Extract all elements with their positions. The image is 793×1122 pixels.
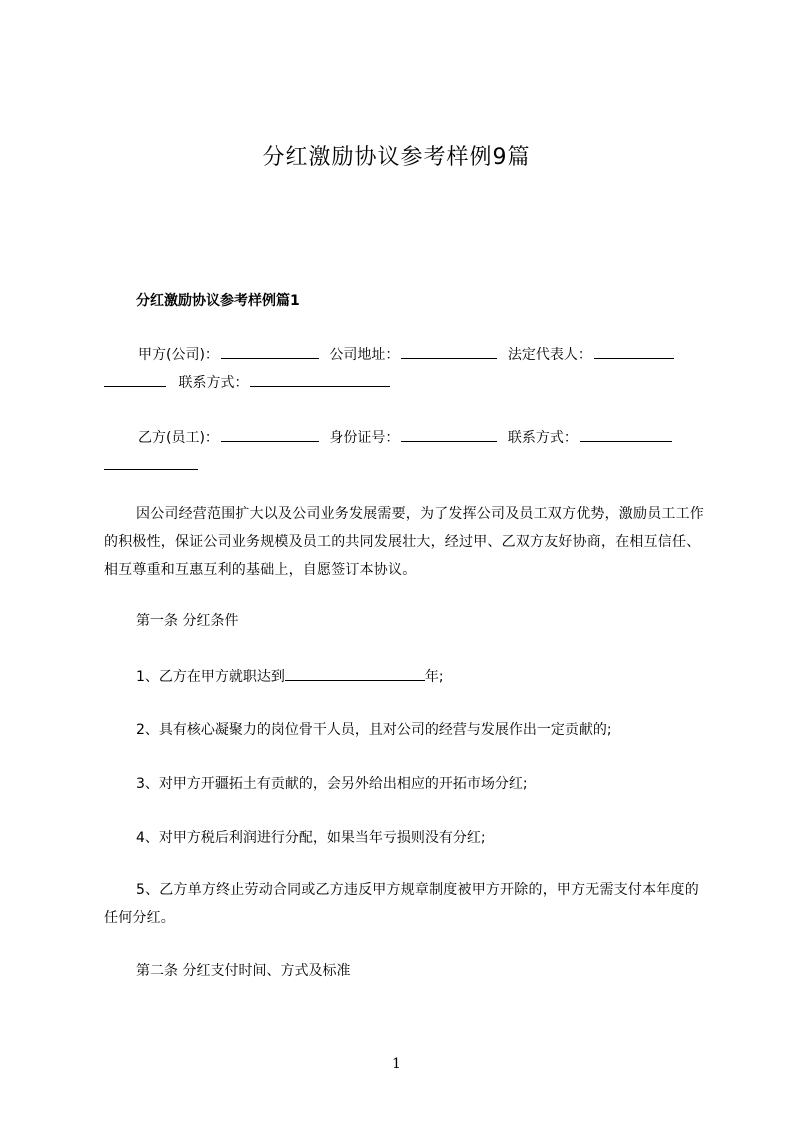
party-b-label: 乙方(员工)： bbox=[138, 430, 219, 446]
party-a-contact-blank bbox=[250, 372, 390, 387]
clause-1-prefix: 1、乙方在甲方就职达到 bbox=[136, 669, 285, 685]
section-heading: 分红激励协议参考样例篇1 bbox=[136, 293, 300, 309]
party-a-line-2 bbox=[104, 372, 392, 393]
party-b-line-2 bbox=[104, 455, 200, 476]
party-a-name-blank bbox=[221, 344, 319, 359]
clause-5: 5、乙方单方终止劳动合同或乙方违反甲方规章制度被甲方开除的，甲方无需支付本年度的任何分红。 bbox=[104, 882, 699, 926]
clause-2: 2、具有核心凝聚力的岗位骨干人员，且对公司的经营与发展作出一定贡献的; bbox=[136, 722, 612, 738]
article-2-heading: 第二条 分红支付时间、方式及标准 bbox=[136, 963, 351, 979]
party-a-line bbox=[138, 344, 676, 365]
party-a-contact-label: 联系方式： bbox=[178, 375, 249, 391]
party-b-contact-blank-cont bbox=[104, 455, 198, 470]
clause-4: 4、对甲方税后利润进行分配，如果当年亏损则没有分红; bbox=[136, 830, 486, 846]
clause-3: 3、对甲方开疆拓土有贡献的，会另外给出相应的开拓市场分红; bbox=[136, 776, 528, 792]
party-b-contact-blank bbox=[580, 427, 672, 442]
party-b-line bbox=[138, 427, 674, 448]
legal-rep-blank bbox=[594, 344, 674, 359]
legal-rep-label: 法定代表人： bbox=[507, 347, 592, 363]
tenure-years-blank bbox=[285, 666, 425, 681]
clause-1 bbox=[136, 666, 444, 687]
party-b-contact-label: 联系方式： bbox=[507, 430, 578, 446]
clause-1-suffix: 年; bbox=[424, 669, 444, 685]
page-number: 1 bbox=[392, 1056, 401, 1072]
document-title: 分红激励协议参考样例9篇 bbox=[262, 145, 531, 170]
party-a-label: 甲方(公司)： bbox=[138, 347, 219, 363]
company-address-blank bbox=[401, 344, 497, 359]
id-number-label: 身份证号： bbox=[329, 430, 400, 446]
company-address-label: 公司地址： bbox=[329, 347, 400, 363]
id-number-blank bbox=[401, 427, 497, 442]
intro-paragraph: 因公司经营范围扩大以及公司业务发展需要，为了发挥公司及员工双方优势，激励员工工作的积极性，保证公司业务规模及员工的共同发展壮大，经过甲、乙双方友好协商，在相互信任、相互尊重和互惠互利的基础上，自愿签订本协议。 bbox=[104, 506, 704, 578]
party-b-name-blank bbox=[221, 427, 319, 442]
article-1-heading: 第一条 分红条件 bbox=[136, 613, 239, 629]
legal-rep-blank-cont bbox=[104, 372, 166, 387]
